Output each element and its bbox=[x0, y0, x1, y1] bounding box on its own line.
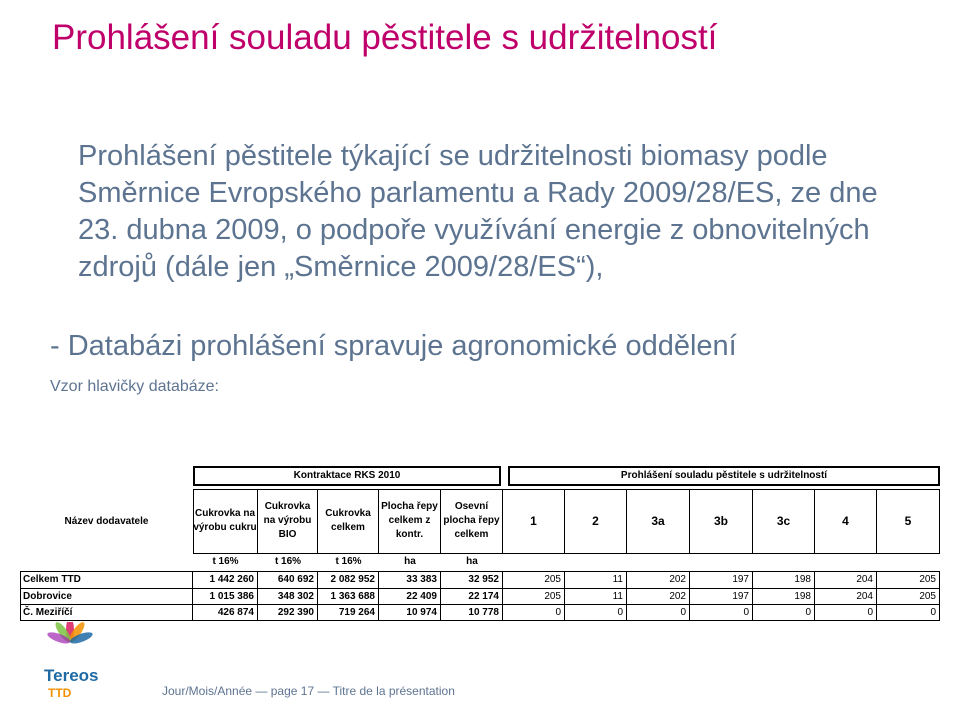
table-cell: 0 bbox=[815, 605, 877, 621]
unit-label: ha bbox=[466, 556, 478, 567]
table-cell: 205 bbox=[877, 572, 940, 588]
column-header: 3c bbox=[753, 489, 815, 554]
table-cell: 22 409 bbox=[379, 589, 441, 605]
table-cell: 1 442 260 bbox=[193, 572, 258, 588]
column-header: 2 bbox=[565, 489, 627, 554]
table-cell: 10 778 bbox=[441, 605, 503, 621]
table-cell: 198 bbox=[753, 572, 815, 588]
unit-label: ha bbox=[404, 556, 416, 567]
group-header-declaration: Prohlášení souladu pěstitele s udržitelností bbox=[508, 466, 940, 486]
table-cell: 640 692 bbox=[258, 572, 318, 588]
footer-presentation: Titre de la présentation bbox=[332, 684, 455, 698]
column-header: 4 bbox=[815, 489, 877, 554]
table-cell: 202 bbox=[627, 589, 690, 605]
table-cell: 11 bbox=[565, 589, 627, 605]
intro-paragraph: Prohlášení pěstitele týkající se udržitelnosti biomasy podle Směrnice Evropského parlamentu a Rady 2009/28/ES, ze dne 23. dubna 2009, o podpoře využívání energie z obnovitelných zdrojů (dále jen „Směrnice 2009/28/ES“), bbox=[78, 140, 878, 283]
footer-separator: — bbox=[255, 684, 268, 698]
table-row bbox=[20, 571, 940, 588]
footer-date: Jour/Mois/Année bbox=[162, 684, 253, 698]
column-header: Osevní plocha řepy celkem bbox=[441, 489, 503, 554]
column-header-supplier: Název dodavatele bbox=[64, 515, 149, 527]
column-header: Cukrovka na výrobu cukru bbox=[193, 489, 258, 554]
table-cell: 33 383 bbox=[379, 572, 441, 588]
logo-sub: TTD bbox=[48, 686, 72, 700]
table-cell: 198 bbox=[753, 589, 815, 605]
table-cell: 11 bbox=[565, 572, 627, 588]
table-cell: 205 bbox=[503, 572, 565, 588]
footer-page: page 17 bbox=[270, 684, 315, 698]
column-header: 5 bbox=[877, 489, 940, 554]
group-header-contract: Kontraktace RKS 2010 bbox=[193, 466, 501, 486]
table-bottom-line bbox=[20, 620, 940, 621]
supplier-name-cell: Dobrovice bbox=[20, 589, 193, 605]
unit-label: t 16% bbox=[335, 556, 362, 567]
table-cell: 205 bbox=[503, 589, 565, 605]
table-cell: 204 bbox=[815, 572, 877, 588]
table-cell: 1 015 386 bbox=[193, 589, 258, 605]
table-cell: 197 bbox=[690, 589, 753, 605]
table-cell: 204 bbox=[815, 589, 877, 605]
table-cell: 2 082 952 bbox=[318, 572, 379, 588]
unit-label: t 16% bbox=[212, 556, 239, 567]
table-cell: 32 952 bbox=[441, 572, 503, 588]
table-cell: 10 974 bbox=[379, 605, 441, 621]
slide-footer bbox=[162, 684, 455, 698]
table-cell: 348 302 bbox=[258, 589, 318, 605]
header-left-line bbox=[193, 489, 194, 554]
table-cell: 292 390 bbox=[258, 605, 318, 621]
table-cell: 0 bbox=[690, 605, 753, 621]
table-cell: 0 bbox=[503, 605, 565, 621]
table-cell: 426 874 bbox=[193, 605, 258, 621]
table-cell: 205 bbox=[877, 589, 940, 605]
column-header: 3b bbox=[690, 489, 753, 554]
column-header: Cukrovka celkem bbox=[318, 489, 379, 554]
table-cell: 22 174 bbox=[441, 589, 503, 605]
column-header: Plocha řepy celkem z kontr. bbox=[379, 489, 441, 554]
unit-label: t 16% bbox=[274, 556, 302, 567]
logo-name: Tereos bbox=[44, 666, 99, 685]
table-cell: 0 bbox=[627, 605, 690, 621]
slide-title: Prohlášení souladu pěstitele s udržitelností bbox=[52, 18, 718, 57]
table-row bbox=[20, 588, 940, 605]
supplier-name-cell: Celkem TTD bbox=[20, 572, 193, 588]
database-note: - Databázi prohlášení spravuje agronomické oddělení bbox=[50, 330, 737, 362]
table-cell: 0 bbox=[877, 605, 940, 621]
table-cell: 1 363 688 bbox=[318, 589, 379, 605]
table-cell: 719 264 bbox=[318, 605, 379, 621]
column-header: Cukrovka na výrobu BIO bbox=[258, 489, 318, 554]
supplier-name-cell: Č. Meziříčí bbox=[20, 605, 193, 621]
table-cell: 0 bbox=[565, 605, 627, 621]
template-label: Vzor hlavičky databáze: bbox=[50, 378, 219, 395]
column-header: 3a bbox=[627, 489, 690, 554]
table-cell: 197 bbox=[690, 572, 753, 588]
table-cell: 202 bbox=[627, 572, 690, 588]
header-top-line bbox=[193, 489, 940, 490]
table-cell: 0 bbox=[753, 605, 815, 621]
table-row bbox=[20, 604, 940, 621]
column-header: 1 bbox=[503, 489, 565, 554]
footer-separator: — bbox=[317, 684, 330, 698]
